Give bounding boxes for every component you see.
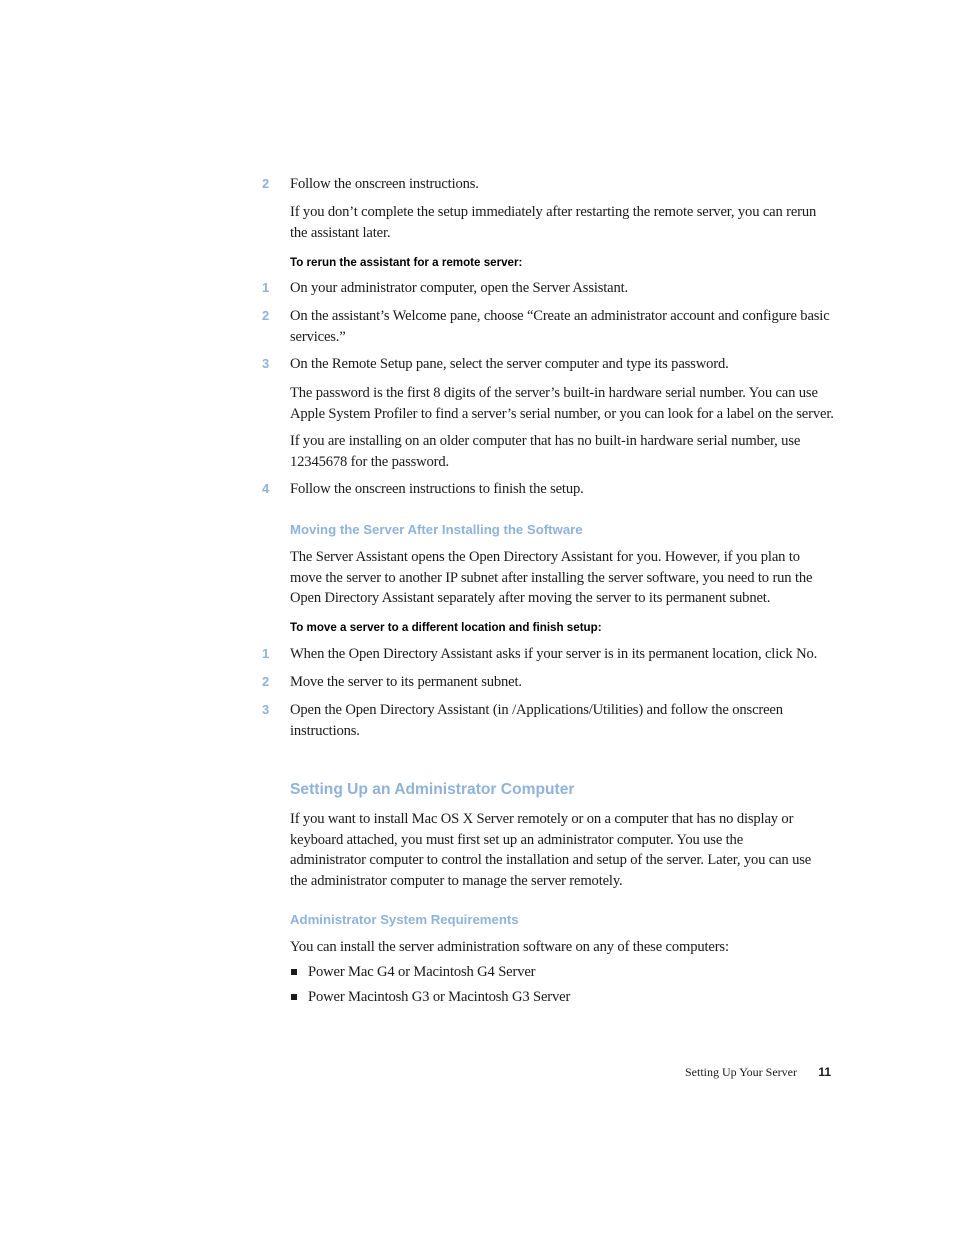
list-item: Power Mac G4 or Macintosh G4 Server	[308, 964, 536, 980]
step-text: On the assistant’s Welcome pane, choose “Create an administrator account and configure basic services.”	[290, 308, 830, 345]
step-number: 2	[262, 674, 270, 689]
paragraph-admin-computer: If you want to install Mac OS X Server remotely or on a computer that has no display or keyboard attached, you must first set up an administrator computer. You use the administrator computer to control the installation and setup of the server. Later, you can use the administrator computer to manage the server remotely.	[290, 811, 812, 889]
step-number: 3	[262, 702, 270, 717]
step-text: On your administrator computer, open the Server Assistant.	[290, 280, 629, 296]
subheading-moving-server: Moving the Server After Installing the Software	[290, 522, 583, 537]
step-text: Open the Open Directory Assistant (in /Applications/Utilities) and follow the onscreen instructions.	[290, 702, 783, 739]
task-heading-move: To move a server to a different location and finish setup:	[290, 621, 602, 634]
paragraph-requirements: You can install the server administration software on any of these computers:	[290, 939, 729, 955]
bullet-square-icon	[291, 994, 299, 1002]
paragraph-password: The password is the first 8 digits of the server’s built-in hardware serial number. You can use Apple System Profiler to find a server’s serial number, or you can look for a label on the server.	[290, 385, 834, 422]
step-number: 3	[262, 356, 270, 371]
paragraph-older-computer: If you are installing on an older computer that has no built-in hardware serial number, use 12345678 for the password.	[290, 433, 801, 470]
step-text: Move the server to its permanent subnet.	[290, 674, 522, 690]
page-number: 11	[818, 1065, 831, 1079]
list-item: Power Macintosh G3 or Macintosh G3 Server	[308, 989, 571, 1005]
step-number: 4	[262, 481, 270, 496]
paragraph-rerun-later: If you don’t complete the setup immediately after restarting the remote server, you can rerun the assistant later.	[290, 204, 817, 241]
step-text: On the Remote Setup pane, select the server computer and type its password.	[290, 356, 729, 372]
step-number: 1	[262, 280, 270, 295]
step-number: 2	[262, 176, 270, 191]
step-text: Follow the onscreen instructions to finish the setup.	[290, 481, 584, 497]
subheading-requirements: Administrator System Requirements	[290, 912, 519, 927]
step-number: 1	[262, 646, 270, 661]
paragraph-moving: The Server Assistant opens the Open Directory Assistant for you. However, if you plan to move the server to another IP subnet after installing the server software, you need to run the Open Directory Assistant separately after moving the server to its permanent subnet.	[290, 549, 813, 606]
section-heading-admin-computer: Setting Up an Administrator Computer	[290, 781, 575, 798]
task-heading-rerun: To rerun the assistant for a remote server:	[290, 256, 523, 269]
bullet-square-icon	[291, 969, 299, 977]
step-text: When the Open Directory Assistant asks if your server is in its permanent location, click No.	[290, 646, 818, 662]
step-number: 2	[262, 308, 270, 323]
footer-chapter-title: Setting Up Your Server	[684, 1065, 797, 1079]
step-text: Follow the onscreen instructions.	[290, 176, 479, 192]
